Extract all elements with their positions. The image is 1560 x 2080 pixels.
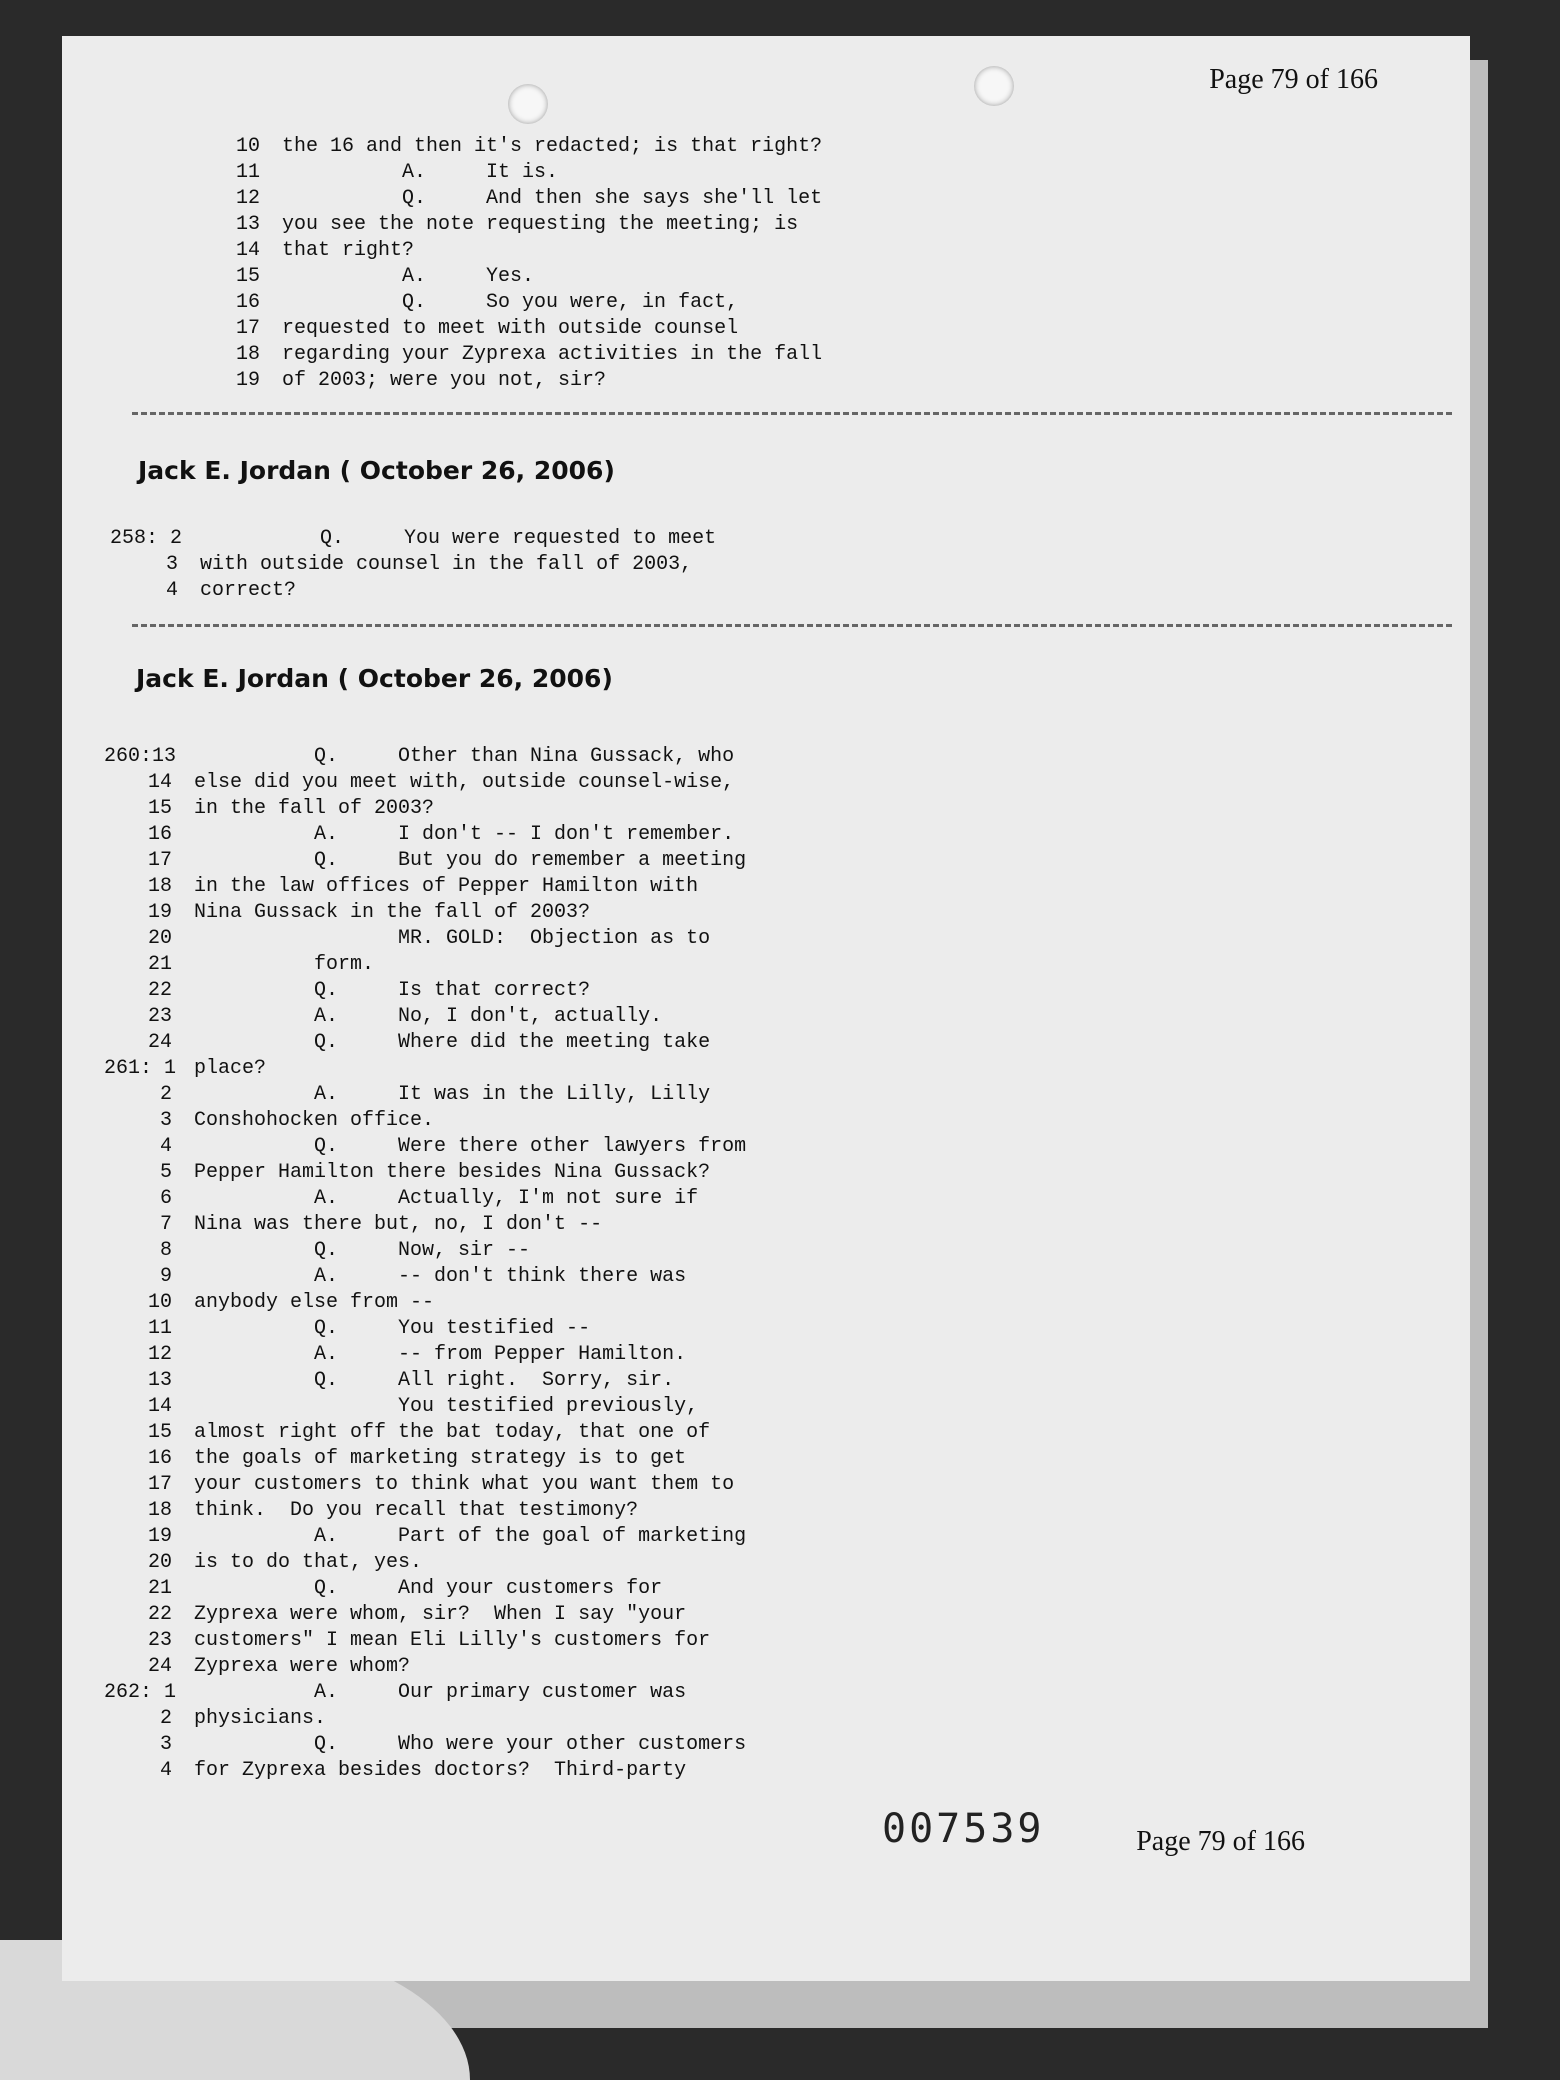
transcript-excerpt — [192, 134, 822, 394]
line-text: A. It is. — [282, 161, 559, 184]
line-number: 18 — [235, 343, 260, 366]
line-text: Q. Now, sir -- — [194, 1239, 531, 1262]
transcript-line — [104, 926, 746, 952]
line-number: 15 — [147, 797, 172, 820]
line-number: 16 — [147, 1447, 172, 1470]
page-number-top: Page 79 of 166 — [1209, 64, 1378, 95]
line-number: 13 — [235, 213, 260, 236]
line-number: 3 — [159, 1733, 172, 1756]
line-text: Q. And then she says she'll let — [282, 187, 823, 210]
line-number: 16 — [147, 823, 172, 846]
line-number: 19 — [147, 901, 172, 924]
line-text: is to do that, yes. — [194, 1551, 423, 1574]
transcript-line — [110, 526, 716, 552]
transcript-line — [192, 238, 822, 264]
line-number: 16 — [235, 291, 260, 314]
line-text: with outside counsel in the fall of 2003, — [200, 553, 693, 576]
transcript-line — [192, 290, 822, 316]
line-text: Q. Other than Nina Gussack, who — [194, 745, 735, 768]
line-text: Q. Were there other lawyers from — [194, 1135, 747, 1158]
transcript-line — [104, 1394, 746, 1420]
line-text: Pepper Hamilton there besides Nina Gussack? — [194, 1161, 711, 1184]
transcript-line — [104, 1134, 746, 1160]
line-number: 23 — [147, 1629, 172, 1652]
transcript-line — [192, 368, 822, 394]
line-number: 17 — [147, 1473, 172, 1496]
line-number: 10 — [147, 1291, 172, 1314]
transcript-line — [104, 900, 746, 926]
line-number: 4 — [159, 1759, 172, 1782]
line-text: A. -- from Pepper Hamilton. — [194, 1343, 687, 1366]
line-text: A. Part of the goal of marketing — [194, 1525, 747, 1548]
line-text: Zyprexa were whom? — [194, 1655, 411, 1678]
line-text: MR. GOLD: Objection as to — [194, 927, 711, 950]
transcript-line — [192, 160, 822, 186]
pushpin-icon — [508, 84, 548, 124]
line-text: A. It was in the Lilly, Lilly — [194, 1083, 711, 1106]
line-number: 17 — [235, 317, 260, 340]
transcript-line — [104, 1316, 746, 1342]
line-number: 21 — [147, 1577, 172, 1600]
transcript-line — [104, 1446, 746, 1472]
transcript-line — [104, 1732, 746, 1758]
transcript-line — [104, 1758, 746, 1784]
line-text: You testified previously, — [194, 1395, 699, 1418]
transcript-line — [104, 822, 746, 848]
transcript-line — [110, 578, 716, 604]
line-text: Q. So you were, in fact, — [282, 291, 739, 314]
line-number: 14 — [235, 239, 260, 262]
line-number: 14 — [147, 1395, 172, 1418]
line-number: 15 — [235, 265, 260, 288]
line-text: Q. You were requested to meet — [200, 527, 717, 550]
line-text: Q. You testified -- — [194, 1317, 591, 1340]
line-number: 5 — [159, 1161, 172, 1184]
transcript-line — [104, 1472, 746, 1498]
line-number: 13 — [147, 1369, 172, 1392]
transcript-line — [104, 744, 746, 770]
line-text: Q. But you do remember a meeting — [194, 849, 747, 872]
transcript-line — [104, 1680, 746, 1706]
transcript-line — [104, 1264, 746, 1290]
line-number: 2 — [159, 1707, 172, 1730]
line-text: you see the note requesting the meeting; is — [282, 213, 799, 236]
transcript-line — [104, 796, 746, 822]
line-number: 22 — [147, 979, 172, 1002]
line-number: 3 — [159, 1109, 172, 1132]
transcript-line — [192, 212, 822, 238]
line-text: almost right off the bat today, that one of — [194, 1421, 711, 1444]
line-number: 2 — [159, 1083, 172, 1106]
pushpin-icon — [974, 66, 1014, 106]
section-heading: Jack E. Jordan ( October 26, 2006) — [136, 664, 613, 693]
line-number: 12 — [235, 187, 260, 210]
section-divider — [132, 624, 1452, 627]
line-text: place? — [194, 1057, 267, 1080]
transcript-line — [104, 848, 746, 874]
line-text: the 16 and then it's redacted; is that right? — [282, 135, 823, 158]
transcript-line — [104, 1628, 746, 1654]
line-text: Q. And your customers for — [194, 1577, 663, 1600]
line-number: 12 — [147, 1343, 172, 1366]
line-number: 20 — [147, 927, 172, 950]
line-number: 10 — [235, 135, 260, 158]
transcript-line — [104, 1212, 746, 1238]
line-text: A. No, I don't, actually. — [194, 1005, 663, 1028]
line-number: 19 — [147, 1525, 172, 1548]
line-text: correct? — [200, 579, 297, 602]
line-text: A. Actually, I'm not sure if — [194, 1187, 699, 1210]
line-number: 4 — [159, 1135, 172, 1158]
line-text: regarding your Zyprexa activities in the fall — [282, 343, 823, 366]
line-text: Conshohocken office. — [194, 1109, 435, 1132]
line-text: your customers to think what you want them to — [194, 1473, 735, 1496]
line-number: 11 — [147, 1317, 172, 1340]
line-text: physicians. — [194, 1707, 327, 1730]
transcript-excerpt — [110, 526, 716, 604]
transcript-excerpt — [104, 744, 746, 1784]
line-number: 262: 1 — [104, 1681, 177, 1704]
transcript-line — [192, 342, 822, 368]
transcript-line — [104, 1004, 746, 1030]
line-text: A. I don't -- I don't remember. — [194, 823, 735, 846]
line-number: 15 — [147, 1421, 172, 1444]
transcript-line — [104, 1654, 746, 1680]
line-text: A. -- don't think there was — [194, 1265, 687, 1288]
transcript-line — [104, 1290, 746, 1316]
line-text: Nina was there but, no, I don't -- — [194, 1213, 603, 1236]
line-number: 4 — [165, 579, 178, 602]
page-number-bottom: Page 79 of 166 — [1136, 1826, 1305, 1857]
line-number: 22 — [147, 1603, 172, 1626]
line-number: 24 — [147, 1031, 172, 1054]
line-number: 21 — [147, 953, 172, 976]
transcript-line — [104, 1524, 746, 1550]
transcript-line — [104, 1238, 746, 1264]
transcript-line — [192, 186, 822, 212]
line-number: 11 — [235, 161, 260, 184]
line-text: Q. All right. Sorry, sir. — [194, 1369, 675, 1392]
transcript-line — [192, 134, 822, 160]
line-text: Zyprexa were whom, sir? When I say "your — [194, 1603, 687, 1626]
transcript-line — [104, 1576, 746, 1602]
line-text: the goals of marketing strategy is to get — [194, 1447, 687, 1470]
line-text: requested to meet with outside counsel — [282, 317, 739, 340]
transcript-line — [104, 1082, 746, 1108]
transcript-line — [104, 1108, 746, 1134]
line-number: 9 — [159, 1265, 172, 1288]
transcript-line — [104, 1706, 746, 1732]
line-text: of 2003; were you not, sir? — [282, 369, 607, 392]
transcript-line — [192, 316, 822, 342]
line-number: 7 — [159, 1213, 172, 1236]
transcript-line — [104, 1420, 746, 1446]
line-number: 260:13 — [104, 745, 177, 768]
transcript-line — [104, 1602, 746, 1628]
line-number: 8 — [159, 1239, 172, 1262]
transcript-line — [104, 1368, 746, 1394]
line-text: Q. Is that correct? — [194, 979, 591, 1002]
section-divider — [132, 412, 1452, 415]
line-text: for Zyprexa besides doctors? Third-party — [194, 1759, 687, 1782]
bates-number: 007539 — [882, 1806, 1045, 1852]
line-text: Nina Gussack in the fall of 2003? — [194, 901, 591, 924]
line-text: think. Do you recall that testimony? — [194, 1499, 639, 1522]
line-number: 261: 1 — [104, 1057, 177, 1080]
line-text: customers" I mean Eli Lilly's customers for — [194, 1629, 711, 1652]
transcript-line — [104, 1030, 746, 1056]
line-number: 14 — [147, 771, 172, 794]
transcript-line — [104, 1342, 746, 1368]
line-number: 258: 2 — [110, 527, 183, 550]
line-number: 18 — [147, 875, 172, 898]
line-number: 23 — [147, 1005, 172, 1028]
line-text: form. — [194, 953, 375, 976]
transcript-line — [104, 1160, 746, 1186]
transcript-line — [110, 552, 716, 578]
line-number: 24 — [147, 1655, 172, 1678]
line-number: 18 — [147, 1499, 172, 1522]
line-text: anybody else from -- — [194, 1291, 435, 1314]
line-number: 20 — [147, 1551, 172, 1574]
line-text: in the law offices of Pepper Hamilton with — [194, 875, 699, 898]
section-heading: Jack E. Jordan ( October 26, 2006) — [138, 456, 615, 485]
line-text: that right? — [282, 239, 415, 262]
transcript-line — [104, 1498, 746, 1524]
line-number: 17 — [147, 849, 172, 872]
transcript-page — [62, 36, 1470, 1981]
transcript-line — [104, 770, 746, 796]
transcript-line — [104, 1186, 746, 1212]
line-text: Q. Who were your other customers — [194, 1733, 747, 1756]
transcript-line — [104, 874, 746, 900]
transcript-line — [192, 264, 822, 290]
line-text: A. Our primary customer was — [194, 1681, 687, 1704]
transcript-line — [104, 1550, 746, 1576]
transcript-line — [104, 952, 746, 978]
line-text: Q. Where did the meeting take — [194, 1031, 711, 1054]
line-text: A. Yes. — [282, 265, 535, 288]
transcript-line — [104, 978, 746, 1004]
line-number: 3 — [165, 553, 178, 576]
line-text: else did you meet with, outside counsel-wise, — [194, 771, 735, 794]
line-text: in the fall of 2003? — [194, 797, 435, 820]
line-number: 6 — [159, 1187, 172, 1210]
transcript-line — [104, 1056, 746, 1082]
line-number: 19 — [235, 369, 260, 392]
